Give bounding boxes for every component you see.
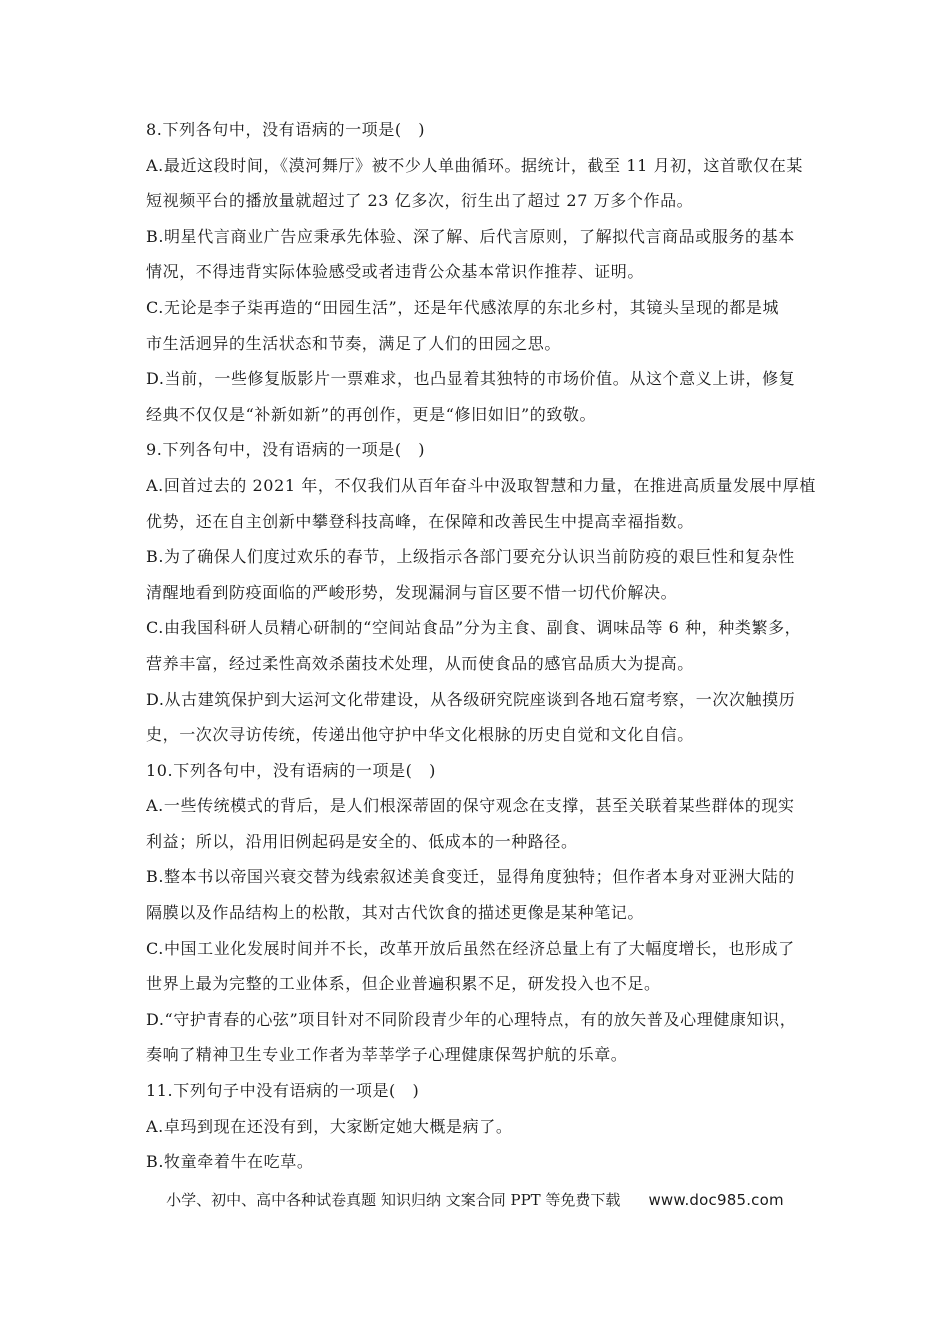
question-10-option-c: C.中国工业化发展时间并不长，改革开放后虽然在经济总量上有了大幅度增长，也形成了 bbox=[146, 938, 795, 958]
question-8-option-c-cont: 市生活迥异的生活状态和节奏，满足了人们的田园之思。 bbox=[146, 333, 562, 353]
question-9-option-b: B.为了确保人们度过欢乐的春节，上级指示各部门要充分认识当前防疫的艰巨性和复杂性 bbox=[146, 547, 795, 567]
question-10-option-d: D.“守护青春的心弦”项目针对不同阶段青少年的心理特点，有的放矢普及心理健康知识， bbox=[146, 1009, 797, 1029]
question-9-option-a-cont: 优势，还在自主创新中攀登科技高峰，在保障和改善民生中提高幸福指数。 bbox=[146, 511, 694, 531]
question-10-option-a-cont: 利益；所以，沿用旧例起码是安全的、低成本的一种路径。 bbox=[146, 831, 578, 851]
question-8-option-b: B.明星代言商业广告应秉承先体验、深了解、后代言原则，了解拟代言商品或服务的基本 bbox=[146, 226, 795, 246]
question-9-option-d-cont: 史，一次次寻访传统，传递出他守护中华文化根脉的历史自觉和文化自信。 bbox=[146, 725, 694, 745]
footer-text: 小学、初中、高中各种试卷真题 知识归纳 文案合同 PPT 等免费下载 bbox=[166, 1191, 621, 1209]
question-10-option-d-cont: 奏响了精神卫生专业工作者为莘莘学子心理健康保驾护航的乐章。 bbox=[146, 1045, 628, 1065]
question-10-stem: 10.下列各句中，没有语病的一项是( ) bbox=[146, 760, 436, 780]
question-10-option-a: A.一些传统模式的背后，是人们根深蒂固的保守观念在支撑，甚至关联着某些群体的现实 bbox=[146, 796, 795, 816]
question-8-stem: 8.下列各句中，没有语病的一项是( ) bbox=[146, 120, 426, 139]
question-11-option-a: A.卓玛到现在还没有到，大家断定她大概是病了。 bbox=[146, 1116, 513, 1136]
question-11-option-b: B.牧童牵着牛在吃草。 bbox=[146, 1152, 314, 1172]
question-9-option-c-cont: 营养丰富，经过柔性高效杀菌技术处理，从而使食品的感官品质大为提高。 bbox=[146, 653, 694, 673]
question-11-stem: 11.下列句子中没有语病的一项是( ) bbox=[146, 1081, 420, 1101]
question-10-option-b: B.整本书以帝国兴衰交替为线索叙述美食变迁，显得角度独特；但作者本身对亚洲大陆的 bbox=[146, 867, 795, 887]
question-9-option-c: C.由我国科研人员精心研制的“空间站食品”分为主食、副食、调味品等 6 种，种类繁多， bbox=[146, 618, 802, 638]
question-9-stem: 9.下列各句中，没有语病的一项是( ) bbox=[146, 440, 426, 460]
question-8-option-d-cont: 经典不仅仅是“补新如新”的再创作，更是“修旧如旧”的致敬。 bbox=[146, 404, 597, 424]
exam-text bbox=[146, 112, 818, 1180]
page-footer bbox=[0, 1188, 950, 1212]
question-9-option-b-cont: 清醒地看到防疫面临的严峻形势，发现漏洞与盲区要不惜一切代价解决。 bbox=[146, 582, 678, 602]
question-8-option-a-cont: 短视频平台的播放量就超过了 23 亿多次，衍生出了超过 27 万多个作品。 bbox=[146, 191, 694, 211]
question-10-option-b-cont: 隔膜以及作品结构上的松散，其对古代饮食的描述更像是某种笔记。 bbox=[146, 903, 645, 923]
question-9-option-a: A.回首过去的 2021 年，不仅我们从百年奋斗中汲取智慧和力量，在推进高质量发展中厚植 bbox=[146, 475, 816, 495]
question-8-option-d: D.当前，一些修复版影片一票难求，也凸显着其独特的市场价值。从这个意义上讲，修复 bbox=[146, 369, 796, 389]
question-10-option-c-cont: 世界上最为完整的工业体系，但企业普遍积累不足，研发投入也不足。 bbox=[146, 974, 661, 994]
footer-url[interactable]: www.doc985.com bbox=[648, 1191, 784, 1209]
question-8-option-a: A.最近这段时间，《漠河舞厅》被不少人单曲循环。据统计，截至 11 月初，这首歌仅在某 bbox=[146, 155, 803, 175]
question-8-option-b-cont: 情况，不得违背实际体验感受或者违背公众基本常识作推荐、证明。 bbox=[146, 262, 645, 282]
question-9-option-d: D.从古建筑保护到大运河文化带建设，从各级研究院座谈到各地石窟考察，一次次触摸历 bbox=[146, 689, 796, 709]
question-8-option-c: C.无论是李子柒再造的“田园生活”，还是年代感浓厚的东北乡村，其镜头呈现的都是城 bbox=[146, 297, 780, 317]
